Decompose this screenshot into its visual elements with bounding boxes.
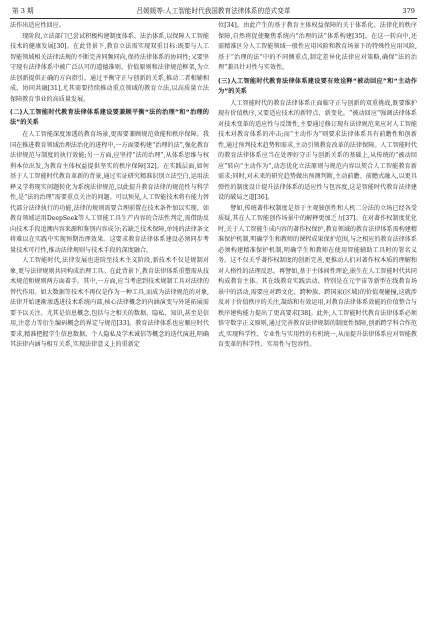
paragraph: 位[34]。由此产生的基于教育主体权益保障的关于体系化、法律化的秩序保障,自然将促使聚焦系统内“治理的法”体系构建[35]。在这一转向中,还需精准区分人工智能领域一般性应用风险和教育场景下的特殊性应用风险,基于“治理的法”中的不同侧重点,制定差异化法律应对策略,确保“法的治理”兼具针对性与实效性。 — [218, 22, 417, 71]
running-title: 吕媛媛等:人工智能时代我国教育法律体系的范式变革 — [136, 7, 291, 15]
section-heading: (二)人工智能时代教育法律体系建设要兼顾平衡“法的治理”和“治理的法”的关系 — [10, 109, 209, 126]
paragraph: 人工智能时代,法律发展也进阶至技术主义阶段,新技术不仅是规制对象,更与法律规则共同构成治理工具。在此背景下,教育法律体系重塑需从技术规范和规则两方面着手。其中,一方面,应当考虑到技术规制工具对法律的替代作用。如大数据等技术不再仅是作为一种工具,而成为法律规范的对象,法律开始逐渐渗透进技术系统内部,核心法律概念的内涵演变与外延拓展需要予以关注。尤其是信息概念,包括与之相关的数据、隐私、知识,甚至是信用,注意力等衍生编码概念的界定与规范[33]。教育法律体系也应顺应时代要求,精准把握学生信息数据、个人隐私及学术诚信等概念的迭代演进,明确其法律内涵与相互关系,实现法律意义上的重新定 — [10, 257, 209, 348]
right-column — [218, 21, 417, 617]
section-heading: (三)人工智能时代教育法律体系建设要有效诠释“被动回应”和“主动作为”的关系 — [218, 77, 417, 95]
paragraph: 现阶段,立法部门已尝试积极构建制度体系、法治体系,以保障人工智能技术的健康发展[30]。在此背景下,教育立法需实现双重目标:既要与人工智能领域相关法律法规的不断完善同频同向,保持法律体系的协同性;又要坚守现有法律体系中被广泛认可的道德准则、价值原则和法律规范框架,为立法创新提供正确的方向指引。通过平衡守正与创新的关系,推动二者相辅相成、协同共融[31],尤其需要持续推动重点领域的教育立法,以高质量立法保障教育事业的高质量发展。 — [10, 32, 209, 103]
left-column — [10, 21, 209, 617]
running-header — [10, 4, 417, 18]
page-number: 379 — [402, 7, 415, 15]
paragraph: 在人工智能深度渗透的教育场景,更需要兼顾规范效能和秩序保障。我国在推进教育领域治理法治化的进程中,一方面要构建“治理的法”,强化教育法律规范与制度的执行效能;另一方面,应坚持“法的治理”,从体系思维与权利本位出发,为教育主体权益提供坚实的秩序保障[32]。在实践层面,如何基于人工智能时代教育革新的背景,通过实证研究精准识别立法空白,运用法释义学将现实问题转化为系统法律规范,以此提升教育法律的规范性与科学性,是“法的治理”需要重点关注的问题。可以预见,人工智能技术将有能力替代部分法律执行的功能,法律的规则需要合理前置在技术条件加以实现。如教育领域运用DeepSeek等人工智能工具生产内容的合法性判定,需借助反向技术手段追溯内容来源和鉴别内容成分;若缺乏技术保障,单纯的法律条文将难以在实践中实现预期治理效果。这要求教育法律体系建设必须同步考量技术可行性,推动法律规则与技术手段的深度融合。 — [10, 131, 209, 254]
paragraph: 法作出适应性回应。 — [10, 22, 65, 29]
paragraph: 譬如,传统著作权制度是基于主观独创性和人机二分法的立场已经各受质疑,其在人工智能创作场景中的解释更加乏力[37]。在对著作权制度优化时,关于人工智能生成内容的著作权保护,教育领域的教育法律体系需构建精准保护机制,明确学生和教师的课程成果保护范围,与之相应的教育法律体系必须构建精准保护机制,明确学生和教师在使用智能辅助工具时的署名义务。这不仅关乎著作权制度的创新完善,更推动人们对著作权本质的理解和对人格性的法理反思。再譬如,基于主体间性理论,嵌生在人工智能时代共同构成教育主体。其在线教育实践活动、特别是在元宇宙等新型在线教育场景中的活动,需要应对跨文化、跨种族、跨国家(区域)的价值观碰撞,这就涉及对于价值秩序的关注,凝练和有效运用,对教育法律体系效能的价值整合与秩序建构能力提出了更高要求[38]。此外,人工智能时代教育法律体系必须恪守数字正义原则,通过完善教育法律规制的制度性保障,创新跨学科合作范式,实现科学性、专业性与实用性的有机统一,从而提升法律体系应对智能教育变革的科学性、实用性与包容性。 — [218, 204, 417, 348]
issue-label: 第 3 期 — [12, 7, 34, 15]
header-rule — [10, 18, 417, 19]
paragraph: 人工智能时代的教育法律体系正面临守正与创新的双重挑战,既要维护现有价值秩序,又要适应技术的新特点、新变化。“被动回应”强调法律体系对技术变革的适应性与反馈性,主要通过修订现有法律规范来应对人工智能技术对教育体系的冲击;而“主动作为”则要求法律体系具有前瞻性和创新性,通过预判技术趋势和需求,主动引领教育改革的法律保障。人工智能时代的教育法律体系应当在处理好守正与创新关系的基础上,从传统的“被动回应”转向“主动作为”,动态优化立法原则与规范内容以契合人工智能教育新需求;同时,对未来的研究趋势做出预测判断,主动前瞻、前瞻式融入,以更具弹性的制度设计提升法律体系的适应性与包容度,这是智能时代教育法律建设的破局之道[36]。 — [218, 99, 417, 201]
